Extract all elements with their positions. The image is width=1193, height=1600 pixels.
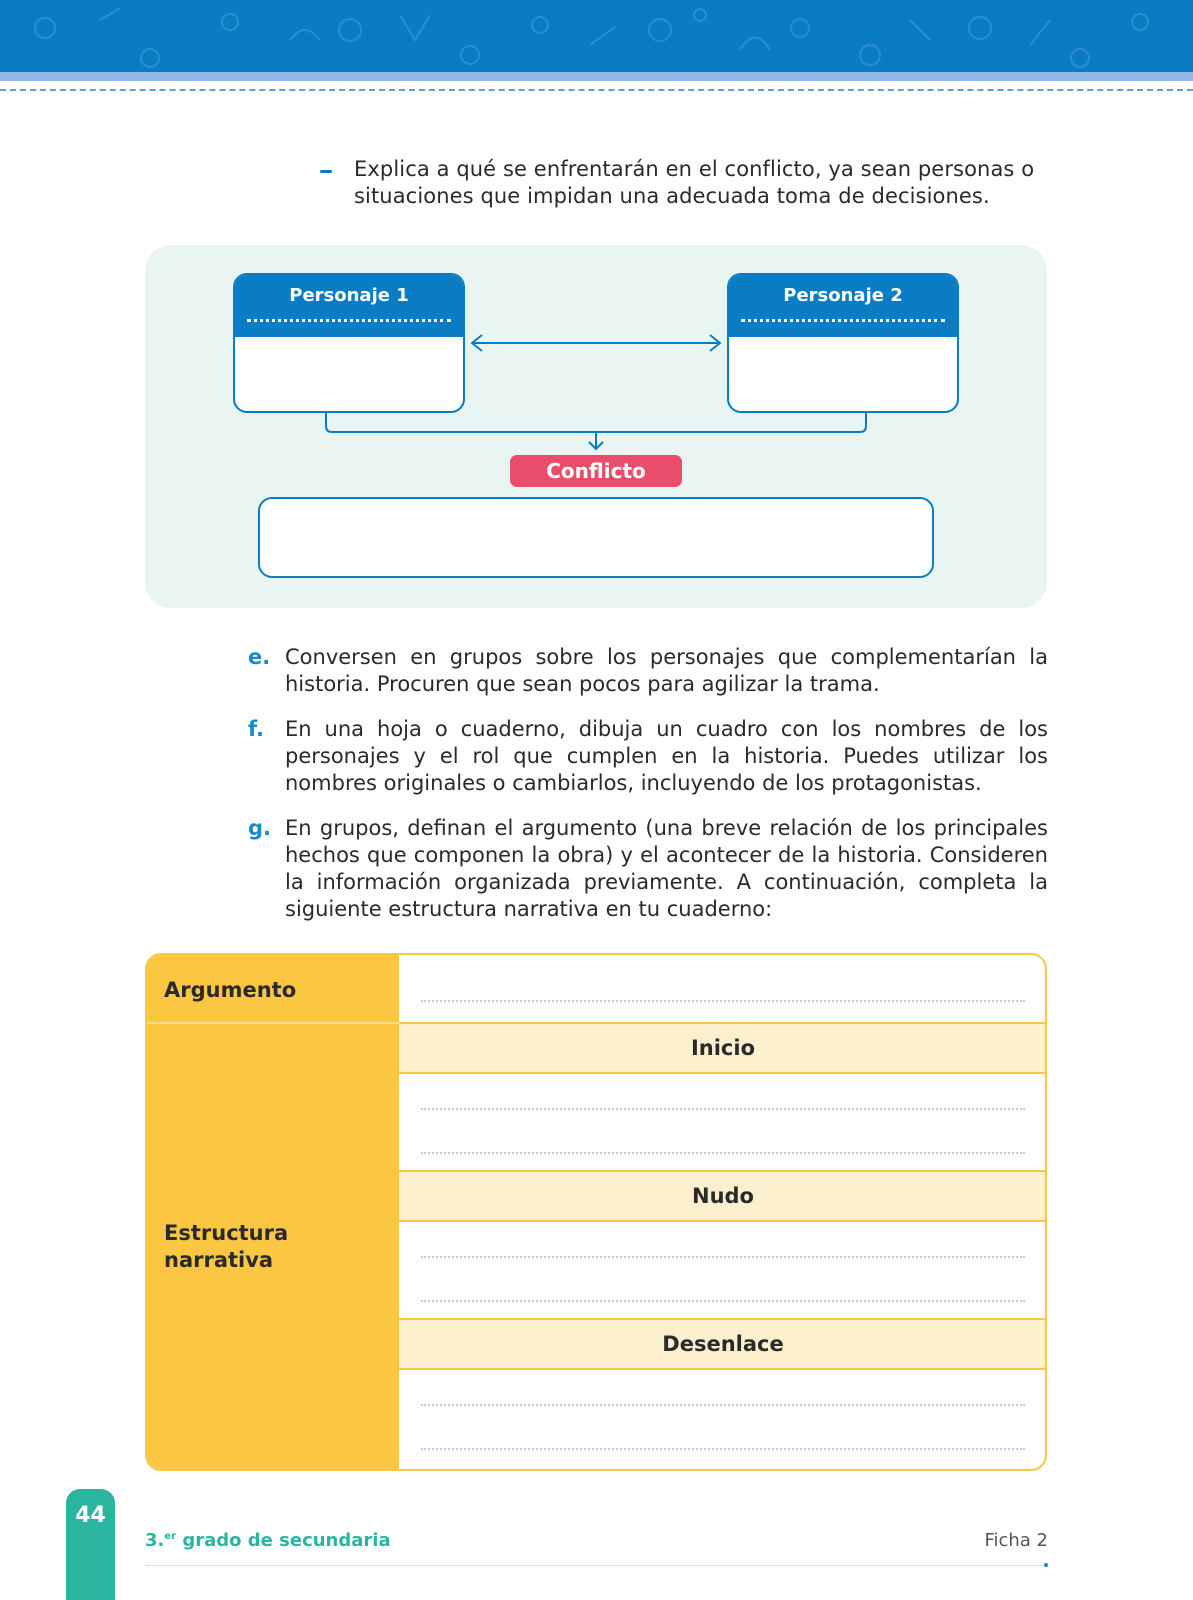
item-letter: e. xyxy=(248,645,271,669)
argumento-label: Argumento xyxy=(164,978,297,1002)
double-arrow-icon xyxy=(472,335,720,351)
intro-text: Explica a qué se enfrentarán en el conflicto, ya sean personas o situaciones que impidan una adecuada toma de decisiones. xyxy=(354,157,1035,208)
item-text: Conversen en grupos sobre los personajes que complementarían la historia. Procuren que sean pocos para agilizar la trama. xyxy=(285,645,1048,696)
nudo-header: Nudo xyxy=(399,1170,1047,1222)
argumento-write-line[interactable] xyxy=(421,1000,1025,1002)
desenlace-write-line[interactable] xyxy=(421,1448,1025,1450)
item-letter: g. xyxy=(248,816,272,840)
item-text: En grupos, definan el argumento (una breve relación de los principales hechos que componen la obra) y el acontecer de la historia. Consideren la información organizada previamente. A continuación, completa la siguiente estructura narrativa en tu cuaderno: xyxy=(285,816,1048,921)
table-label-column xyxy=(147,955,399,1469)
item-text: En una hoja o cuaderno, dibuja un cuadro con los nombres de los personajes y el rol que cumplen en la historia. Puedes utilizar los nombres originales o cambiarlos, incluyendo de los protagonistas. xyxy=(285,717,1048,795)
footer-dot-icon xyxy=(1044,1563,1048,1567)
table-label-divider xyxy=(147,1022,399,1024)
grade-number: 3. xyxy=(145,1530,165,1551)
conflict-input-box[interactable] xyxy=(258,497,934,578)
inicio-write-line[interactable] xyxy=(421,1152,1025,1154)
inicio-header: Inicio xyxy=(399,1022,1047,1074)
footer-ficha: Ficha 2 xyxy=(984,1530,1048,1551)
item-letter: f. xyxy=(248,717,264,741)
character-1-title: Personaje 1 xyxy=(289,285,409,306)
nudo-write-line[interactable] xyxy=(421,1300,1025,1302)
footer-dotted-line xyxy=(145,1565,1047,1566)
page-number-tab: 44 xyxy=(66,1489,115,1600)
footer-grade xyxy=(145,1530,391,1551)
character-2-title: Personaje 2 xyxy=(783,285,903,306)
grade-text: grado de secundaria xyxy=(176,1530,391,1551)
desenlace-header: Desenlace xyxy=(399,1318,1047,1370)
inicio-write-line[interactable] xyxy=(421,1108,1025,1110)
estructura-narrativa-label: Estructura narrativa xyxy=(164,1221,289,1272)
nudo-write-line[interactable] xyxy=(421,1256,1025,1258)
desenlace-write-line[interactable] xyxy=(421,1404,1025,1406)
conflict-label: Conflicto xyxy=(510,455,682,487)
grade-superscript: er xyxy=(164,1531,177,1542)
narrative-structure-table xyxy=(145,953,1047,1471)
bracket-arrow-icon xyxy=(326,413,866,449)
